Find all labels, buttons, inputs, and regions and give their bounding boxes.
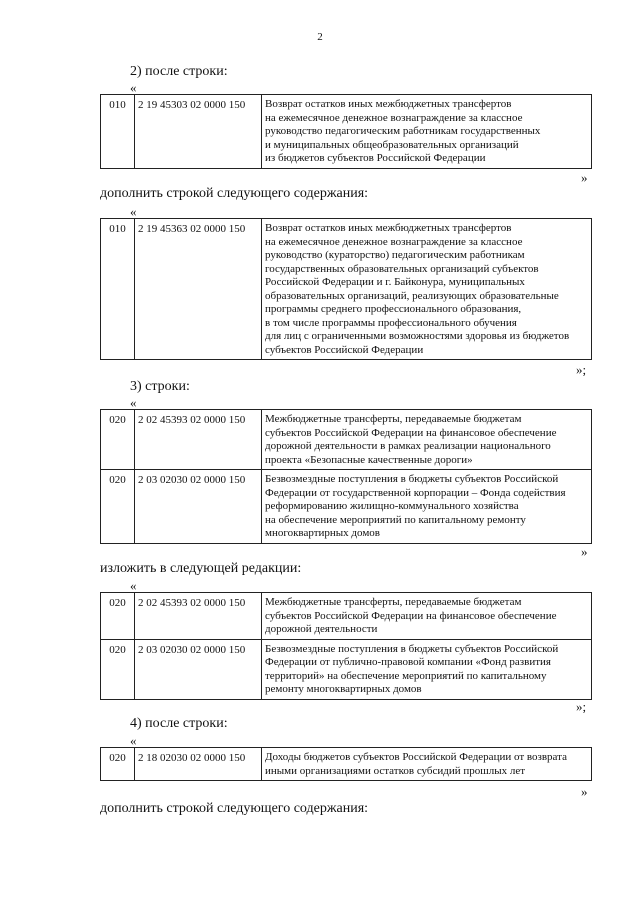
description-line: ремонту многоквартирных домов [265, 683, 422, 695]
description-line: на ежемесячное денежное вознаграждение за классное [265, 111, 523, 124]
close-quote: »; [576, 699, 587, 714]
page-number: 2 [317, 31, 323, 43]
description-line: Российской Федерации и г. Байконура, муниципальных [265, 276, 525, 288]
description-cell [262, 748, 592, 781]
description-cell [262, 639, 592, 699]
table-row [101, 470, 592, 544]
admin-code-cell: 020 [101, 639, 135, 699]
description-line: для лиц с ограниченными возможностями здоровья из бюджетов [265, 330, 570, 342]
budget-code-table [100, 94, 592, 169]
open-quote: « [130, 395, 137, 410]
description-line: Доходы бюджетов субъектов Российской Федерации от возврата [265, 751, 567, 763]
description-line: дорожной деятельности в рамках реализации национального [265, 440, 551, 452]
description-line: руководство педагогическим работникам государственных [265, 125, 541, 137]
admin-code-cell: 020 [101, 748, 135, 781]
kbk-code-cell: 2 02 45393 02 0000 150 [135, 593, 262, 640]
close-quote: » [581, 544, 588, 559]
kbk-code-cell: 2 03 02030 02 0000 150 [135, 639, 262, 699]
kbk-code-cell: 2 02 45393 02 0000 150 [135, 410, 262, 470]
description-line: дорожной деятельности [265, 623, 378, 635]
section-heading: 2) после строки: [130, 64, 228, 79]
section-heading: дополнить строкой следующего содержания: [100, 801, 369, 816]
description-line: Межбюджетные трансферты, передаваемые бюджетам [265, 413, 522, 425]
description-line: руководство (кураторство) педагогическим работникам [265, 249, 525, 261]
admin-code-cell: 020 [101, 470, 135, 544]
description-line: программы среднего профессионального образования, [265, 303, 522, 315]
description-line: Безвозмездные поступления в бюджеты субъектов Российской [265, 473, 559, 485]
description-line: Федерации от публично-правовой компании «Фонд развития [265, 656, 551, 668]
description-line: образовательных организаций, реализующих образовательные [265, 289, 559, 302]
table-row [101, 95, 592, 169]
close-quote: » [581, 170, 588, 185]
description-line: Безвозмездные поступления в бюджеты субъектов Российской [265, 642, 559, 655]
admin-code-cell: 020 [101, 593, 135, 640]
close-quote: »; [576, 362, 587, 377]
budget-code-table [100, 592, 592, 700]
description-line: проекта «Безопасные качественные дороги» [265, 453, 473, 466]
description-cell [262, 219, 592, 360]
description-line: Межбюджетные трансферты, передаваемые бюджетам [265, 596, 522, 608]
budget-code-table [100, 409, 592, 544]
open-quote: « [130, 204, 137, 219]
table-row [101, 593, 592, 640]
description-cell [262, 593, 592, 640]
section-heading: дополнить строкой следующего содержания: [100, 186, 369, 201]
section-heading: изложить в следующей редакции: [100, 561, 302, 576]
kbk-code-cell: 2 19 45303 02 0000 150 [135, 95, 262, 169]
description-cell [262, 470, 592, 544]
description-line: субъектов Российской Федерации на финансовое обеспечение [265, 609, 557, 622]
section-heading: 3) строки: [130, 379, 190, 394]
description-line: из бюджетов субъектов Российской Федерации [265, 152, 486, 164]
table-row [101, 410, 592, 470]
admin-code-cell: 020 [101, 410, 135, 470]
description-line: на обеспечение мероприятий по капитальному ремонту [265, 513, 526, 526]
admin-code-cell: 010 [101, 95, 135, 169]
description-line: на ежемесячное денежное вознаграждение за классное [265, 235, 523, 248]
description-line: субъектов Российской Федерации [265, 343, 424, 356]
table-row [101, 639, 592, 699]
kbk-code-cell: 2 18 02030 02 0000 150 [135, 748, 262, 781]
description-line: Федерации от государственной корпорации – Фонда содействия [265, 486, 566, 499]
table-row [101, 748, 592, 781]
open-quote: « [130, 80, 137, 95]
description-cell [262, 95, 592, 169]
description-line: в том числе программы профессионального обучения [265, 316, 517, 329]
description-line: субъектов Российской Федерации на финансовое обеспечение [265, 426, 557, 439]
budget-code-table [100, 218, 592, 360]
kbk-code-cell: 2 19 45363 02 0000 150 [135, 219, 262, 360]
description-line: территорий» на обеспечение мероприятий по капитальному [265, 669, 547, 682]
admin-code-cell: 010 [101, 219, 135, 360]
open-quote: « [130, 578, 137, 593]
section-heading: 4) после строки: [130, 716, 228, 731]
description-line: многоквартирных домов [265, 527, 380, 539]
description-line: реформированию жилищно-коммунального хозяйства [265, 500, 519, 512]
open-quote: « [130, 733, 137, 748]
description-cell [262, 410, 592, 470]
kbk-code-cell: 2 03 02030 02 0000 150 [135, 470, 262, 544]
description-line: государственных образовательных организаций субъектов [265, 262, 539, 275]
budget-code-table [100, 747, 592, 781]
description-line: Возврат остатков иных межбюджетных трансфертов [265, 98, 512, 110]
table-row [101, 219, 592, 360]
close-quote: » [581, 784, 588, 799]
description-line: и муниципальных общеобразовательных организаций [265, 138, 519, 151]
description-line: Возврат остатков иных межбюджетных трансфертов [265, 222, 512, 234]
description-line: иными организациями остатков субсидий прошлых лет [265, 764, 526, 777]
